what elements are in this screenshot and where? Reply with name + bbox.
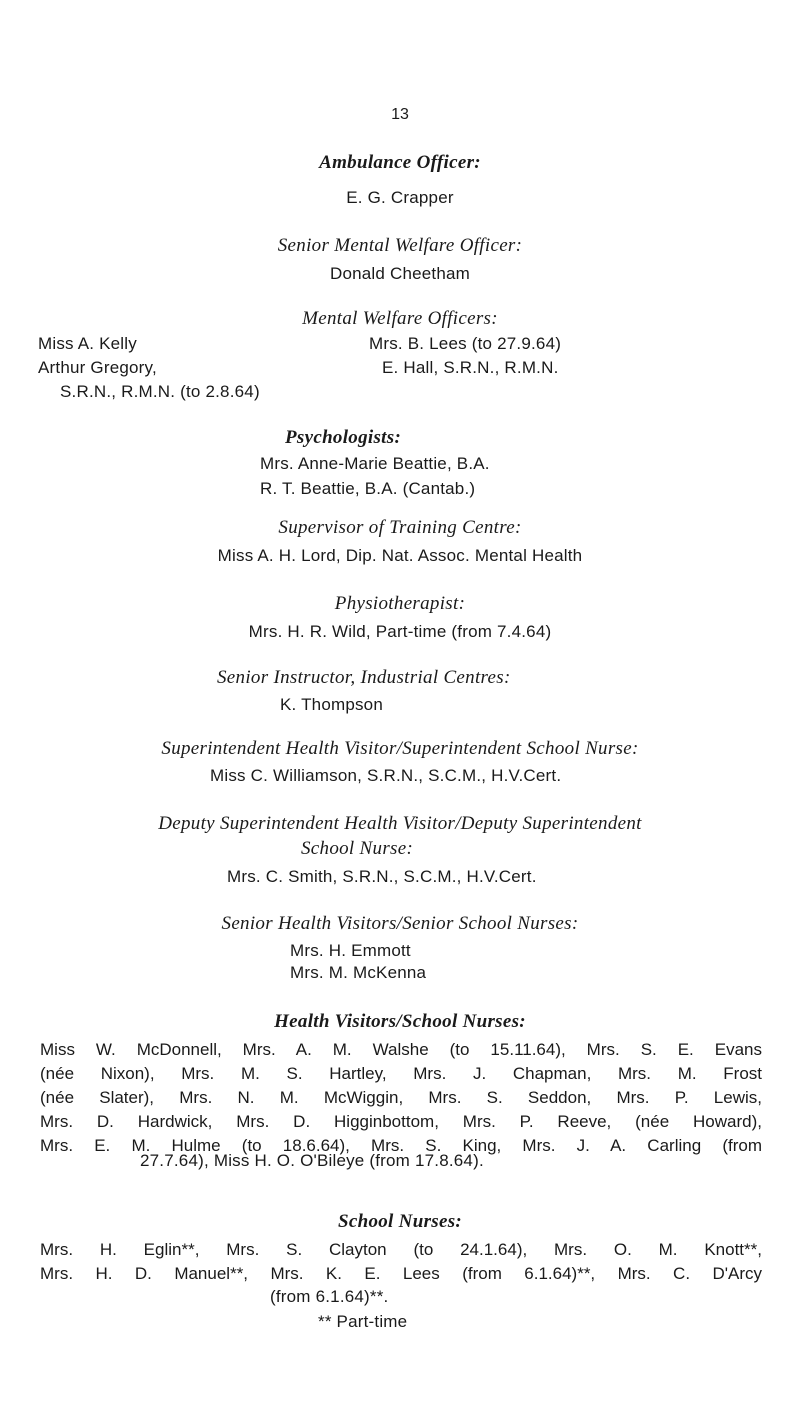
psych-heading: Psychologists:	[285, 427, 402, 448]
senior-hv-line-1: Mrs. H. Emmott	[290, 941, 411, 960]
senior-hv-line-2: Mrs. M. McKenna	[290, 963, 427, 982]
school-line-2: Mrs. H. D. Manuel**, Mrs. K. E. Lees (from 6.1.64)**, Mrs. C. D'Arcy	[40, 1264, 762, 1283]
psych-line-2: R. T. Beattie, B.A. (Cantab.)	[260, 479, 476, 498]
psych-line-1: Mrs. Anne-Marie Beattie, B.A.	[260, 454, 490, 473]
training-line-1: Miss A. H. Lord, Dip. Nat. Assoc. Mental Health	[217, 546, 583, 565]
deputy-heading-2: School Nurse:	[301, 838, 414, 859]
supt-line-1: Miss C. Williamson, S.R.N., S.C.M., H.V.Cert.	[210, 766, 562, 785]
instructor-heading: Senior Instructor, Industrial Centres:	[217, 667, 511, 688]
hv-line-4: Mrs. D. Hardwick, Mrs. D. Higginbottom, Mrs. P. Reeve, (née Howard),	[40, 1112, 762, 1131]
hv-body	[40, 1038, 762, 1158]
hv-line-1: Miss W. McDonnell, Mrs. A. M. Walshe (to 15.11.64), Mrs. S. E. Evans	[40, 1040, 762, 1059]
senior-hv-heading: Senior Health Visitors/Senior School Nurses:	[221, 913, 579, 934]
physio-line-1: Mrs. H. R. Wild, Part-time (from 7.4.64)	[248, 622, 552, 641]
deputy-line-1: Mrs. C. Smith, S.R.N., S.C.M., H.V.Cert.	[227, 867, 537, 886]
physio-heading: Physiotherapist:	[334, 593, 466, 614]
ambulance-name: E. G. Crapper	[346, 188, 454, 207]
part-time-footnote: ** Part-time	[318, 1312, 408, 1331]
instructor-line-1: K. Thompson	[280, 695, 383, 714]
hv-line-2: (née Nixon), Mrs. M. S. Hartley, Mrs. J. Chapman, Mrs. M. Frost	[40, 1064, 762, 1083]
mwo-right-1: Mrs. B. Lees (to 27.9.64)	[369, 334, 562, 353]
senior-mwo-heading: Senior Mental Welfare Officer:	[277, 235, 523, 256]
mwo-heading: Mental Welfare Officers:	[302, 308, 498, 329]
hv-heading: Health Visitors/School Nurses:	[274, 1011, 526, 1032]
mwo-right-2: E. Hall, S.R.N., R.M.N.	[382, 358, 559, 377]
school-last-line: (from 6.1.64)**.	[270, 1287, 389, 1306]
mwo-left-1: Miss A. Kelly	[38, 334, 137, 353]
ambulance-heading: Ambulance Officer:	[319, 152, 481, 173]
hv-last-line: 27.7.64), Miss H. O. O'Bileye (from 17.8.64).	[140, 1151, 484, 1170]
senior-mwo-name: Donald Cheetham	[329, 264, 471, 283]
mwo-line-3: S.R.N., R.M.N. (to 2.8.64)	[60, 382, 260, 401]
school-heading: School Nurses:	[337, 1211, 463, 1232]
mwo-left-2: Arthur Gregory,	[38, 358, 157, 377]
hv-line-3: (née Slater), Mrs. N. M. McWiggin, Mrs. S. Seddon, Mrs. P. Lewis,	[40, 1088, 762, 1107]
supt-heading: Superintendent Health Visitor/Superintendent School Nurse:	[161, 738, 639, 759]
school-body	[40, 1238, 762, 1286]
hv-line-5: Mrs. E. M. Hulme (to 18.6.64), Mrs. S. King, Mrs. J. A. Carling (from	[40, 1136, 762, 1155]
training-heading: Supervisor of Training Centre:	[278, 517, 522, 538]
deputy-heading-1: Deputy Superintendent Health Visitor/Deputy Superintendent	[158, 813, 642, 834]
page-number: 13	[391, 106, 409, 123]
school-line-1: Mrs. H. Eglin**, Mrs. S. Clayton (to 24.1.64), Mrs. O. M. Knott**,	[40, 1240, 762, 1259]
